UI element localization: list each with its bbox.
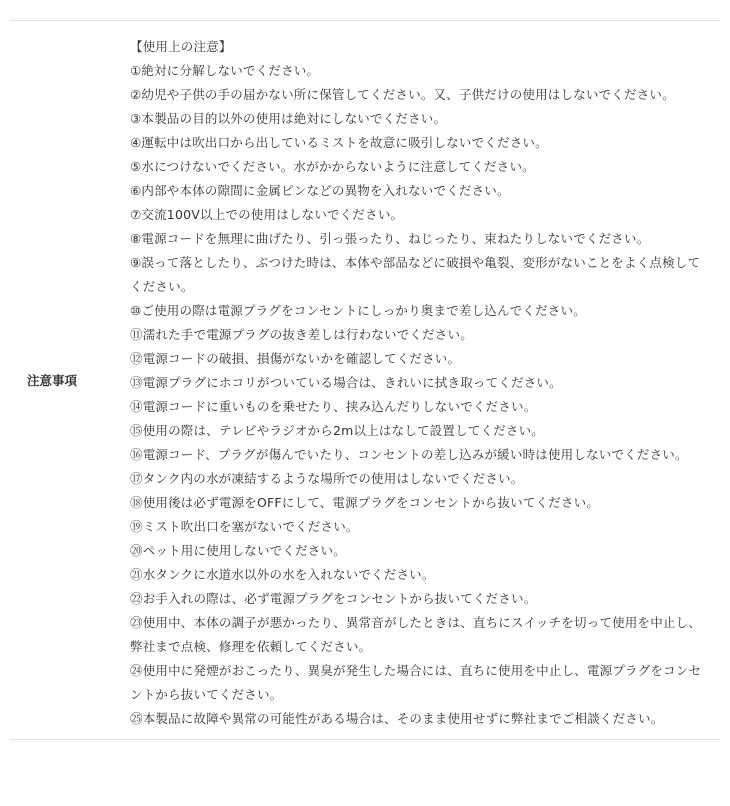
notice-list [130,59,706,731]
notice-item: ⑩ご使用の際は電源プラグをコンセントにしっかり奥まで差し込んでください。 [130,303,586,318]
notice-item: ㉓使用中、本体の調子が悪かったり、異常音がしたときは、直ちにスイッチを切って使用を中止し、弊社まで点検、修理を依頼してください。 [130,615,702,654]
notice-item: ⑮使用の際は、テレビやラジオから2m以上はなして設置してください。 [130,423,544,438]
notice-item: ㉕本製品に故障や異常の可能性がある場合は、そのまま使用せずに弊社までご相談ください。 [130,711,664,726]
notice-item: ㉒お手入れの際は、必ず電源プラグをコンセントから抜いてください。 [130,591,537,606]
notice-content [122,21,720,739]
notice-item: ⑧電源コードを無理に曲げたり、引っ張ったり、ねじったり、束ねたりしないでください。 [130,231,650,246]
notice-item: ㉑水タンクに水道水以外の水を入れないでください。 [130,567,435,582]
row-label: 注意事項 [27,373,78,388]
spec-table [10,20,720,740]
notice-item: ⑦交流100V以上での使用はしないでください。 [130,207,404,222]
notice-item: ⑨誤って落としたり、ぶつけた時は、本体や部品などに破損や亀裂、変形がないことをよく点検してください。 [130,255,701,294]
notice-item: ⑫電源コードの破損、損傷がないかを確認してください。 [130,351,461,366]
notice-item: ③本製品の目的以外の使用は絶対にしないでください。 [130,111,447,126]
notice-item: ②幼児や子供の手の届かない所に保管してください。又、子供だけの使用はしないでください。 [130,87,675,102]
notice-item: ⑲ミスト吹出口を塞がないでください。 [130,519,359,534]
notice-item: ⑭電源コードに重いものを乗せたり、挟み込んだりしないでください。 [130,399,537,414]
notice-item: ①絶対に分解しないでください。 [130,63,320,78]
notice-item: ⑱使用後は必ず電源をOFFにして、電源プラグをコンセントから抜いてください。 [130,495,600,510]
notice-item: ㉔使用中に発煙がおこったり、異臭が発生した場合には、直ちに使用を中止し、電源プラグをコンセントから抜いてください。 [130,663,702,702]
notice-item: ⑳ペット用に使用しないでください。 [130,543,346,558]
notice-heading: 【使用上の注意】 [130,39,232,54]
notice-item: ④運転中は吹出口から出しているミストを故意に吸引しないでください。 [130,135,548,150]
notice-item: ⑤水につけないでください。水がかからないように注意してください。 [130,159,535,174]
notice-item: ⑥内部や本体の隙間に金属ピンなどの異物を入れないでください。 [130,183,510,198]
notice-item: ⑰タンク内の水が凍結するような場所での使用はしないでください。 [130,471,524,486]
notice-item: ⑯電源コード、プラグが傷んでいたり、コンセントの差し込みが緩い時は使用しないでください。 [130,447,688,462]
notice-item: ⑪濡れた手で電源プラグの抜き差しは行わないでください。 [130,327,473,342]
notice-item: ⑬電源プラグにホコリがついている場合は、きれいに拭き取ってください。 [130,375,562,390]
